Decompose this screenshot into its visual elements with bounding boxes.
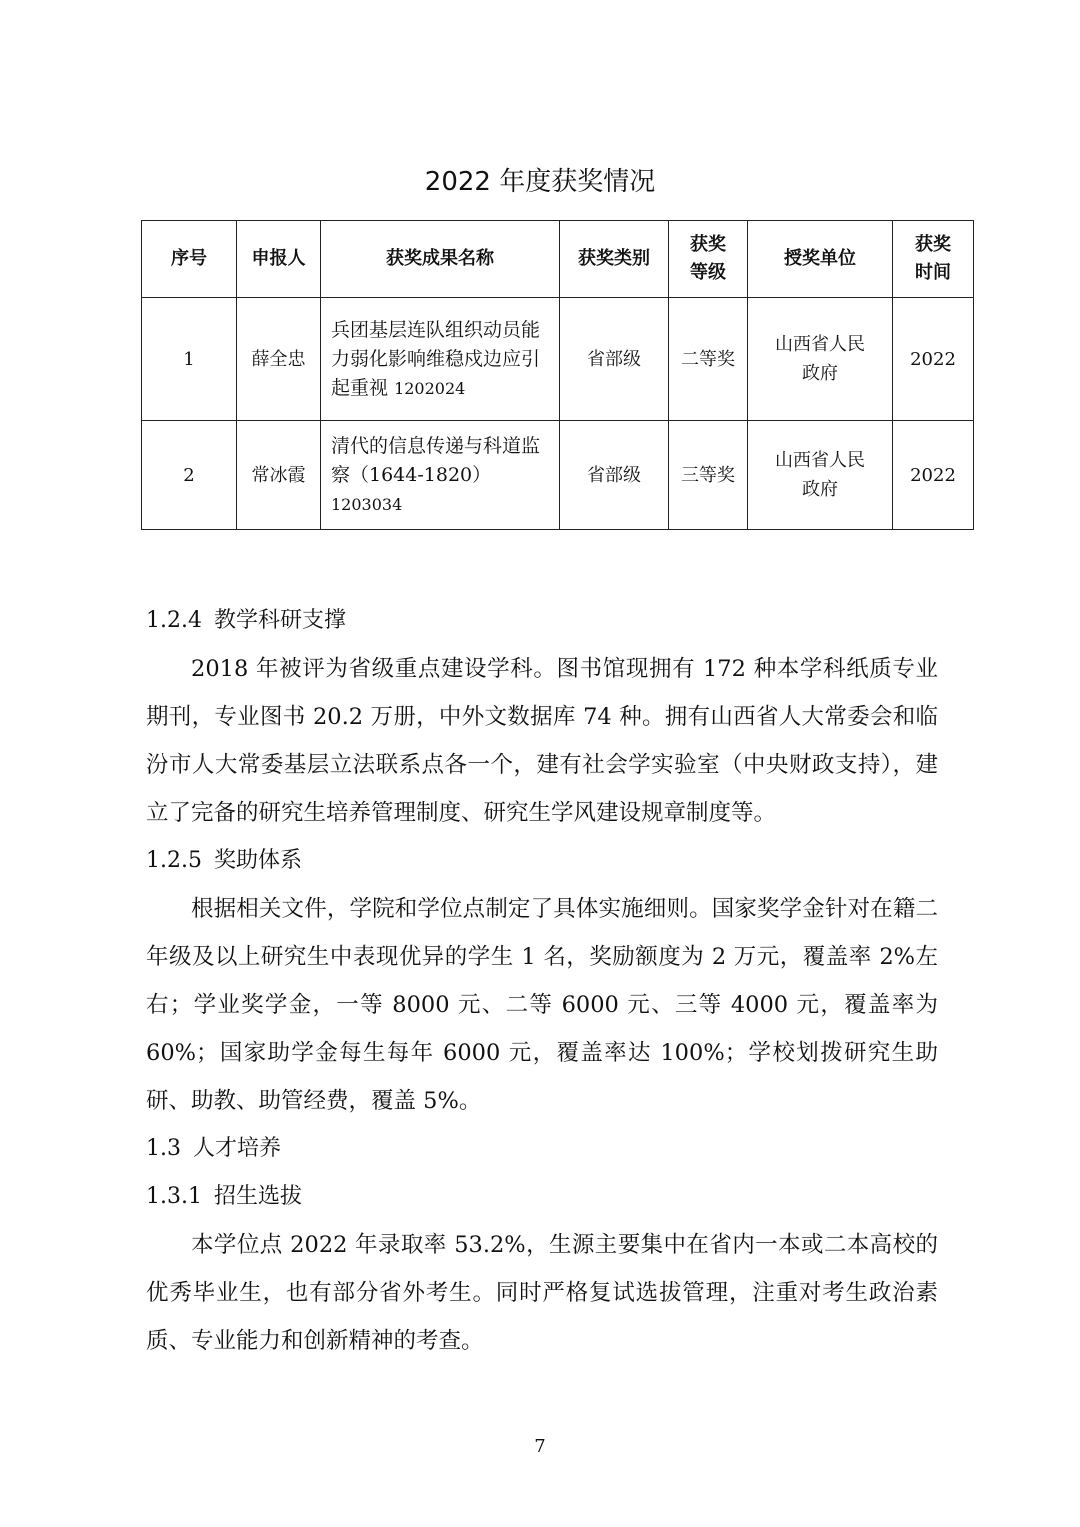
header-category: 获奖类别 <box>560 221 669 298</box>
section-number: 1.3 <box>146 1136 181 1161</box>
header-year-text: 获奖时间 <box>914 234 951 283</box>
cell-achievement <box>321 298 560 421</box>
awards-table <box>141 220 974 530</box>
section-heading <box>146 1173 938 1221</box>
cell-index: 2 <box>142 421 237 530</box>
section-number: 1.2.5 <box>146 848 202 873</box>
cell-category: 省部级 <box>560 421 669 530</box>
header-unit: 授奖单位 <box>748 221 893 298</box>
achievement-title: 兵团基层连队组织动员能力弱化影响维稳戍边应引起重视 <box>331 318 541 399</box>
table-row <box>142 298 974 421</box>
section-paragraph: 本学位点 2022 年录取率 53.2%，生源主要集中在省内一本或二本高校的优秀毕业生，也有部分省外考生。同时严格复试选拔管理，注重对考生政治素质、专业能力和创新精神的考查。 <box>146 1232 938 1354</box>
section-number: 1.3.1 <box>146 1184 202 1209</box>
cell-index: 1 <box>142 298 237 421</box>
cell-level: 三等奖 <box>669 421 748 530</box>
unit-text: 山西省人民政府 <box>775 334 865 384</box>
page-number: 7 <box>534 1436 546 1457</box>
cell-year: 2022 <box>893 298 974 421</box>
table-row <box>142 421 974 530</box>
table-header-row <box>142 221 974 298</box>
cell-unit <box>748 421 893 530</box>
section-title: 奖助体系 <box>213 848 302 873</box>
body-text <box>146 597 938 1365</box>
cell-unit <box>748 298 893 421</box>
header-year <box>893 221 974 298</box>
cell-year: 2022 <box>893 421 974 530</box>
achievement-title: 清代的信息传递与科道监察（1644-1820） <box>331 434 541 486</box>
cell-level: 二等奖 <box>669 298 748 421</box>
section-paragraph: 2018 年被评为省级重点建设学科。图书馆现拥有 172 种本学科纸质专业期刊，专业图书 20.2 万册，中外文数据库 74 种。拥有山西省人大常委会和临汾市人大常委基层立法联系点各一个，建有社会学实验室（中央财政支持），建立了完备的研究生培养管理制度、研究生学风建设规章制度等。 <box>146 656 938 826</box>
section-number: 1.2.4 <box>146 608 202 633</box>
section-heading <box>146 1125 938 1173</box>
cell-applicant: 薛全忠 <box>237 298 321 421</box>
section-paragraph: 根据相关文件，学院和学位点制定了具体实施细则。国家奖学金针对在籍二年级及以上研究生中表现优异的学生 1 名，奖励额度为 2 万元，覆盖率 2%左右；学业奖学金，一等 8000 元、二等 6000 元、三等 4000 元，覆盖率为 60%；国家助学金每生每年 6000 元，覆盖率达 100%；学校划拨研究生助研、助教、助管经费，覆盖 5%。 <box>146 896 938 1114</box>
header-applicant: 申报人 <box>237 221 321 298</box>
header-index: 序号 <box>142 221 237 298</box>
cell-applicant: 常冰霞 <box>237 421 321 530</box>
cell-achievement <box>321 421 560 530</box>
section-heading <box>146 837 938 885</box>
achievement-code: 1203034 <box>331 494 403 514</box>
page-title: 2022 年度获奖情况 <box>424 167 656 197</box>
header-level-text: 获奖等级 <box>689 234 726 283</box>
unit-text: 山西省人民政府 <box>775 450 865 500</box>
cell-category: 省部级 <box>560 298 669 421</box>
section-title: 招生选拔 <box>213 1184 302 1209</box>
section-heading <box>146 597 938 645</box>
section-title: 教学科研支撑 <box>213 608 346 633</box>
section-title: 人才培养 <box>193 1136 282 1161</box>
header-level <box>669 221 748 298</box>
header-achievement: 获奖成果名称 <box>321 221 560 298</box>
achievement-code: 1202024 <box>394 378 466 398</box>
